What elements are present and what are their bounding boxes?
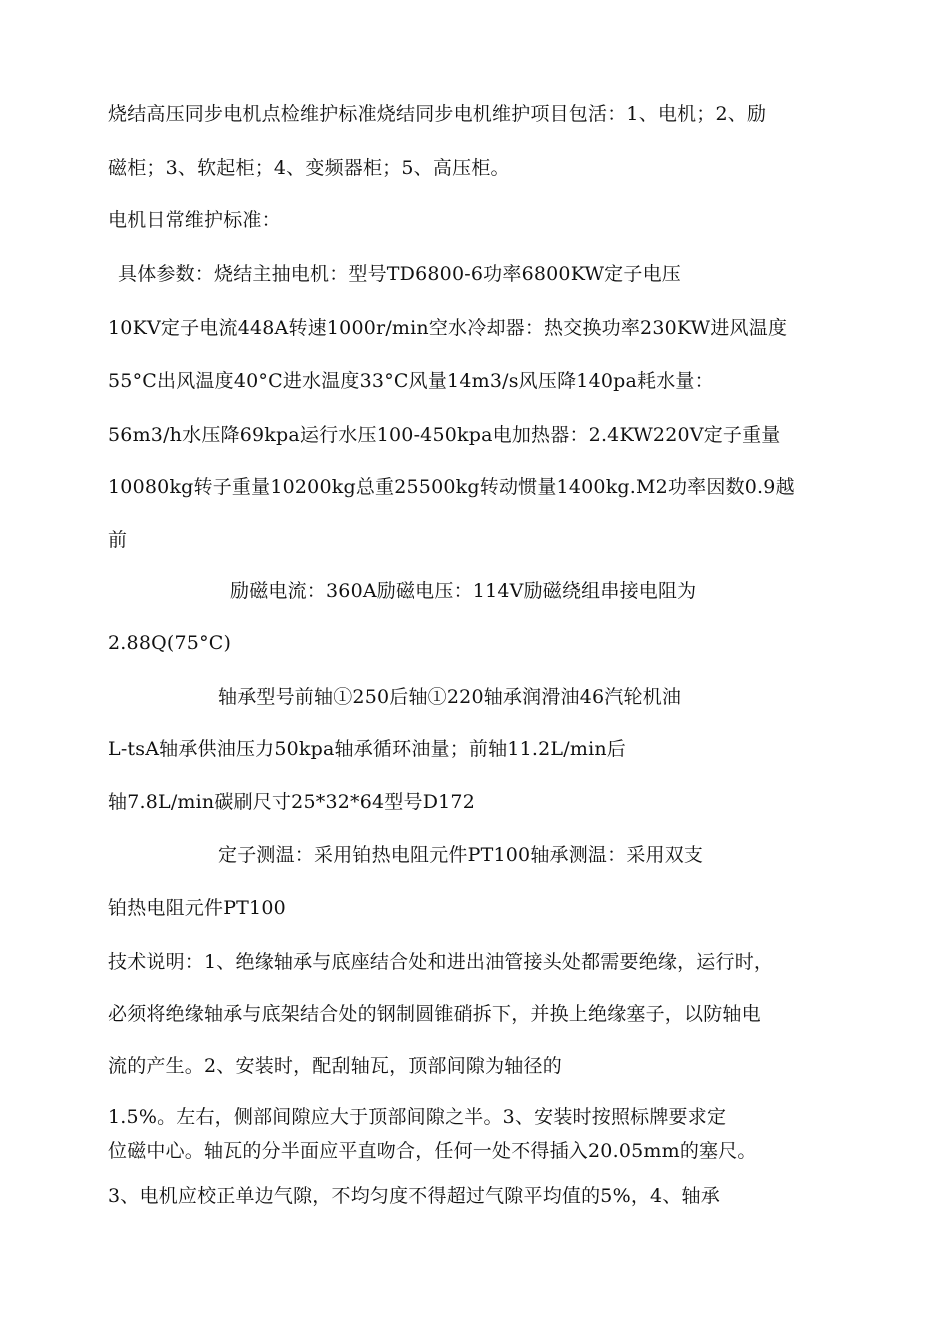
- paragraph-line: 轴7.8L/min碳刷尺寸25*32*64型号D172: [108, 791, 475, 813]
- paragraph-line: 铂热电阻元件PT100: [108, 897, 286, 919]
- section-heading: 电机日常维护标准：: [108, 209, 281, 231]
- paragraph-line: 励磁电流：360A励磁电压：114V励磁绕组串接电阻为: [230, 580, 697, 602]
- paragraph-line: 技术说明：1、绝缘轴承与底座结合处和进出油管接头处都需要绝缘，运行时，: [108, 951, 774, 973]
- paragraph-line: 56m3/h水压降69kpa运行水压100-450kpa电加热器：2.4KW220V定子重量: [108, 424, 781, 446]
- paragraph-line: 轴承型号前轴①250后轴①220轴承润滑油46汽轮机油: [218, 686, 682, 708]
- paragraph-line: 必须将绝缘轴承与底架结合处的钢制圆锥硝拆下，并换上绝缘塞子，以防轴电: [108, 1003, 761, 1025]
- paragraph-line: 3、电机应校正单边气隙，不均匀度不得超过气隙平均值的5%，4、轴承: [108, 1185, 720, 1207]
- paragraph-line: 具体参数：烧结主抽电机：型号TD6800-6功率6800KW定子电压: [118, 263, 681, 285]
- paragraph-line: 10KV定子电流448A转速1000r/min空水冷却器：热交换功率230KW进风温度: [108, 317, 788, 339]
- paragraph-line: 磁柜；3、软起柜；4、变频器柜；5、高压柜。: [108, 157, 510, 179]
- paragraph-line: 1.5%。左右，侧部间隙应大于顶部间隙之半。3、安装时按照标牌要求定: [108, 1106, 727, 1128]
- paragraph-line: 2.88Q(75°C): [108, 632, 232, 654]
- paragraph-line: 烧结高压同步电机点检维护标准烧结同步电机维护项目包活：1、电机；2、励: [108, 103, 767, 125]
- paragraph-line: 定子测温：采用铂热电阻元件PT100轴承测温：采用双支: [218, 844, 704, 866]
- paragraph-line: L-tsA轴承供油压力50kpa轴承循环油量；前轴11.2L/min后: [108, 738, 626, 760]
- paragraph-line: 10080kg转子重量10200kg总重25500kg转动惯量1400kg.M2功率因数0.9越: [108, 476, 795, 498]
- paragraph-line: 位磁中心。轴瓦的分半面应平直吻合，任何一处不得插入20.05mm的塞尺。: [108, 1140, 757, 1162]
- paragraph-line: 流的产生。2、安装时，配刮轴瓦，顶部间隙为轴径的: [108, 1055, 562, 1077]
- paragraph-line: 55°C出风温度40°C进水温度33°C风量14m3/s风压降140pa耗水量：: [108, 370, 714, 392]
- paragraph-line: 前: [108, 529, 128, 551]
